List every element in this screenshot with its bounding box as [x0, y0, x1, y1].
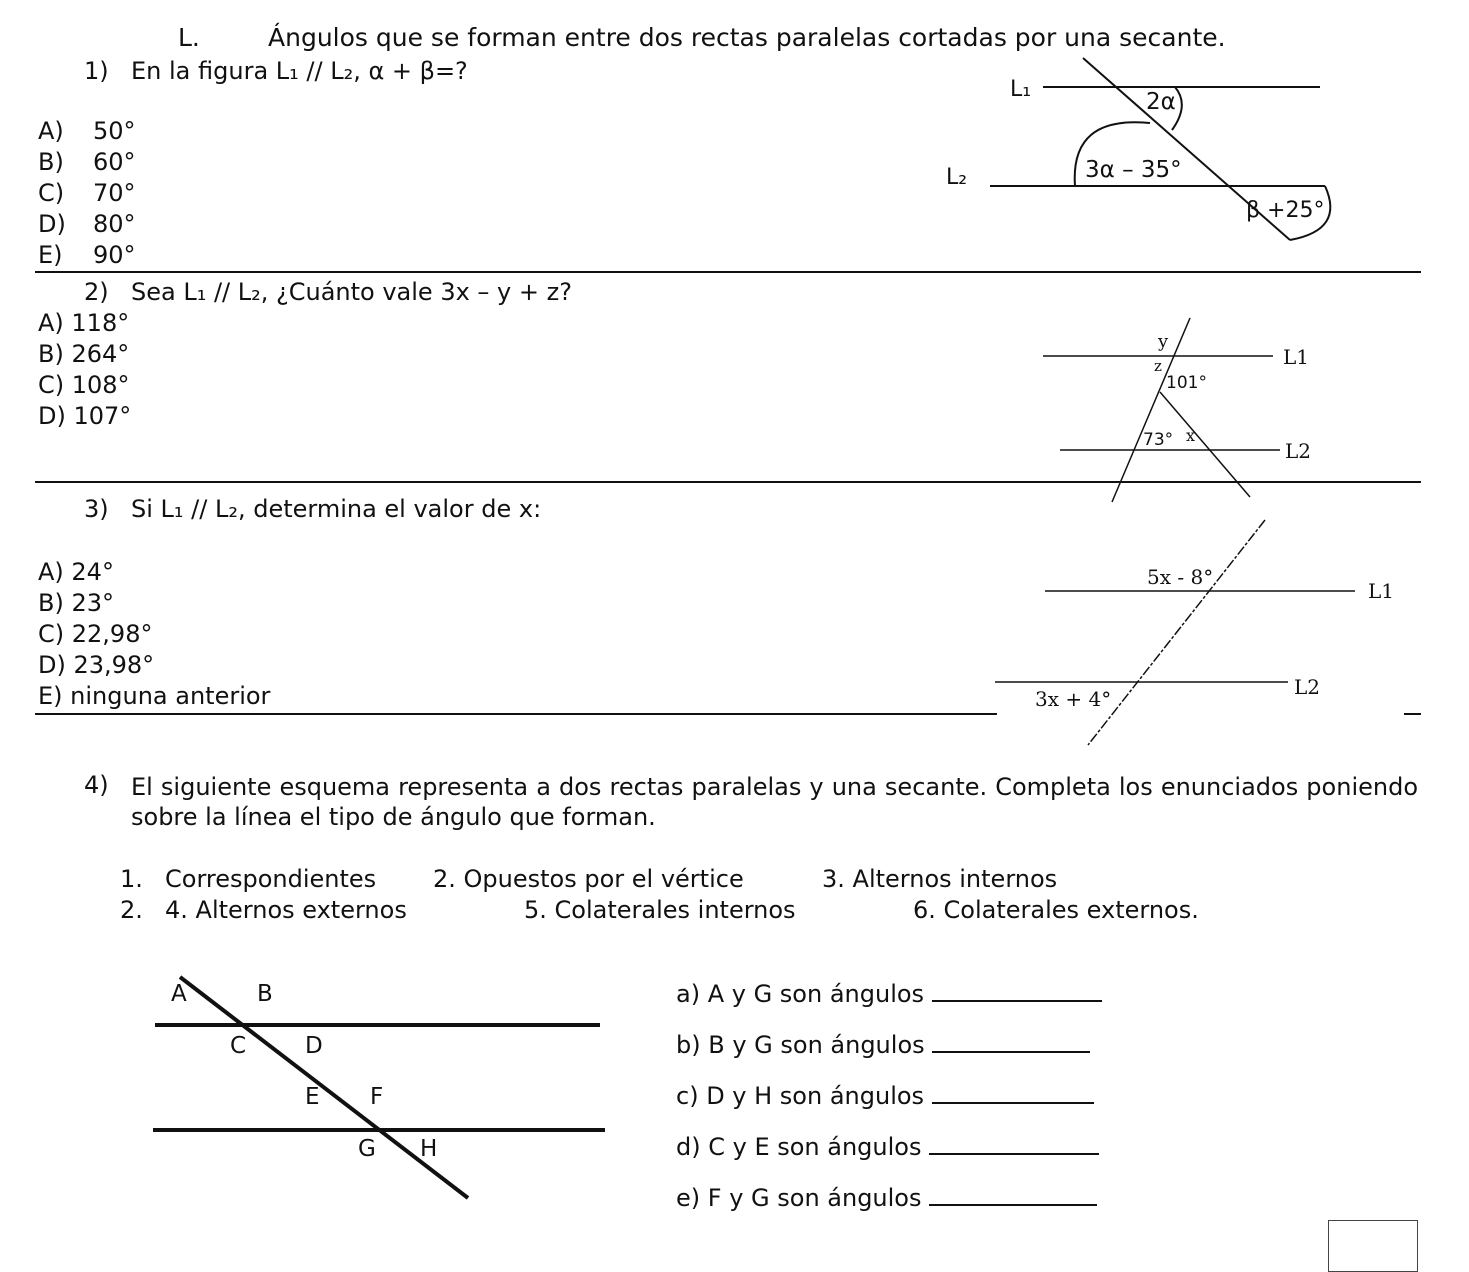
q1-option-a-letter: A)	[38, 117, 64, 145]
q2-label-x: x	[1186, 426, 1196, 445]
q3-label-bottom: 3x + 4°	[1035, 687, 1112, 711]
q1-option-b-text: 60°	[93, 148, 136, 176]
q4-statement-c-text: c) D y H son ángulos	[676, 1082, 925, 1110]
q2-label-y: y	[1158, 331, 1169, 352]
q4-label-e: E	[305, 1084, 320, 1110]
section-title: Ángulos que se forman entre dos rectas paralelas cortadas por una secante.	[268, 23, 1226, 52]
q4-label-c: C	[230, 1033, 247, 1059]
q1-label-3a35: 3α – 35°	[1085, 157, 1182, 183]
q4-statement-d	[676, 1133, 1099, 1162]
q4-statement-b-text: b) B y G son ángulos	[676, 1031, 925, 1059]
q3-option-c: C) 22,98°	[38, 620, 153, 648]
q4-transversal	[180, 977, 468, 1198]
q2-label-73: 73°	[1143, 430, 1174, 450]
q4-label-b: B	[257, 981, 273, 1007]
q4-type-opuestos: 2. Opuestos por el vértice	[433, 865, 744, 893]
q1-option-d-text: 80°	[93, 210, 136, 238]
q1-option-c-letter: C)	[38, 179, 65, 207]
q1-option-e-letter: E)	[38, 241, 63, 269]
q4-type-alternos-externos: 4. Alternos externos	[165, 896, 407, 924]
q2-label-l2: L2	[1285, 439, 1312, 463]
q2-label-101: 101°	[1166, 373, 1207, 393]
q4-instructions: El siguiente esquema representa a dos rectas paralelas y una secante. Completa los enunciados poniendo sobre la línea el tipo de ángulo que forman.	[131, 773, 1418, 831]
q1-option-c-text: 70°	[93, 179, 136, 207]
q4-type-colaterales-externos: 6. Colaterales externos.	[913, 896, 1199, 924]
q1-option-b-letter: B)	[38, 148, 64, 176]
q1-number: 1)	[84, 57, 109, 85]
q1-option-d-letter: D)	[38, 210, 66, 238]
q3-label-l2: L2	[1294, 675, 1321, 699]
q2-label-z: z	[1154, 357, 1162, 375]
q4-statement-a-text: a) A y G son ángulos	[676, 980, 925, 1008]
q4-type-list-number-1: 1.	[120, 865, 143, 893]
q1-stem: En la figura L₁ // L₂, α + β=?	[131, 57, 468, 85]
q1-option-e-text: 90°	[93, 241, 136, 269]
q1-label-2a: 2α	[1146, 89, 1176, 115]
q4-type-colaterales-internos: 5. Colaterales internos	[524, 896, 796, 924]
q4-statement-a	[676, 980, 1102, 1009]
q4-blank-c[interactable]	[932, 1082, 1094, 1104]
q4-blank-a[interactable]	[932, 980, 1102, 1002]
q4-label-h: H	[420, 1136, 438, 1162]
q3-option-b: B) 23°	[38, 589, 114, 617]
q3-option-d: D) 23,98°	[38, 651, 155, 679]
q3-label-l1: L1	[1368, 579, 1395, 603]
q3-label-top: 5x - 8°	[1147, 565, 1214, 589]
q4-type-list-number-2: 2.	[120, 896, 143, 924]
answer-box[interactable]	[1328, 1220, 1418, 1272]
q4-number: 4)	[84, 771, 109, 799]
q4-label-a: A	[171, 981, 187, 1007]
q2-option-b: B) 264°	[38, 340, 130, 368]
q2-option-d: D) 107°	[38, 402, 132, 430]
q3-option-e: E) ninguna anterior	[38, 682, 271, 710]
q2-option-a: A) 118°	[38, 309, 130, 337]
q4-type-correspondientes: Correspondientes	[165, 865, 377, 893]
q4-statement-e	[676, 1184, 1097, 1213]
q1-label-l2: L₂	[946, 165, 968, 190]
q4-statement-d-text: d) C y E son ángulos	[676, 1133, 922, 1161]
q1-label-b25: β +25°	[1246, 198, 1325, 223]
q4-blank-e[interactable]	[929, 1184, 1097, 1206]
q3-stem: Si L₁ // L₂, determina el valor de x:	[131, 495, 542, 523]
q3-option-a: A) 24°	[38, 558, 114, 586]
q4-blank-d[interactable]	[929, 1133, 1099, 1155]
section-letter: L.	[178, 23, 200, 52]
q2-label-l1: L1	[1283, 345, 1310, 369]
q1-option-a-text: 50°	[93, 117, 136, 145]
q2-stem: Sea L₁ // L₂, ¿Cuánto vale 3x – y + z?	[131, 278, 572, 306]
q4-blank-b[interactable]	[932, 1031, 1090, 1053]
q3-number: 3)	[84, 495, 109, 523]
q2-number: 2)	[84, 278, 109, 306]
q4-type-alternos-internos: 3. Alternos internos	[822, 865, 1058, 893]
q4-statement-e-text: e) F y G son ángulos	[676, 1184, 922, 1212]
q4-statement-c	[676, 1082, 1094, 1111]
q1-label-l1: L₁	[1010, 77, 1032, 102]
q4-statement-b	[676, 1031, 1090, 1060]
q4-label-f: F	[370, 1084, 384, 1110]
q4-label-g: G	[358, 1136, 376, 1162]
q4-label-d: D	[305, 1033, 323, 1059]
q2-option-c: C) 108°	[38, 371, 130, 399]
